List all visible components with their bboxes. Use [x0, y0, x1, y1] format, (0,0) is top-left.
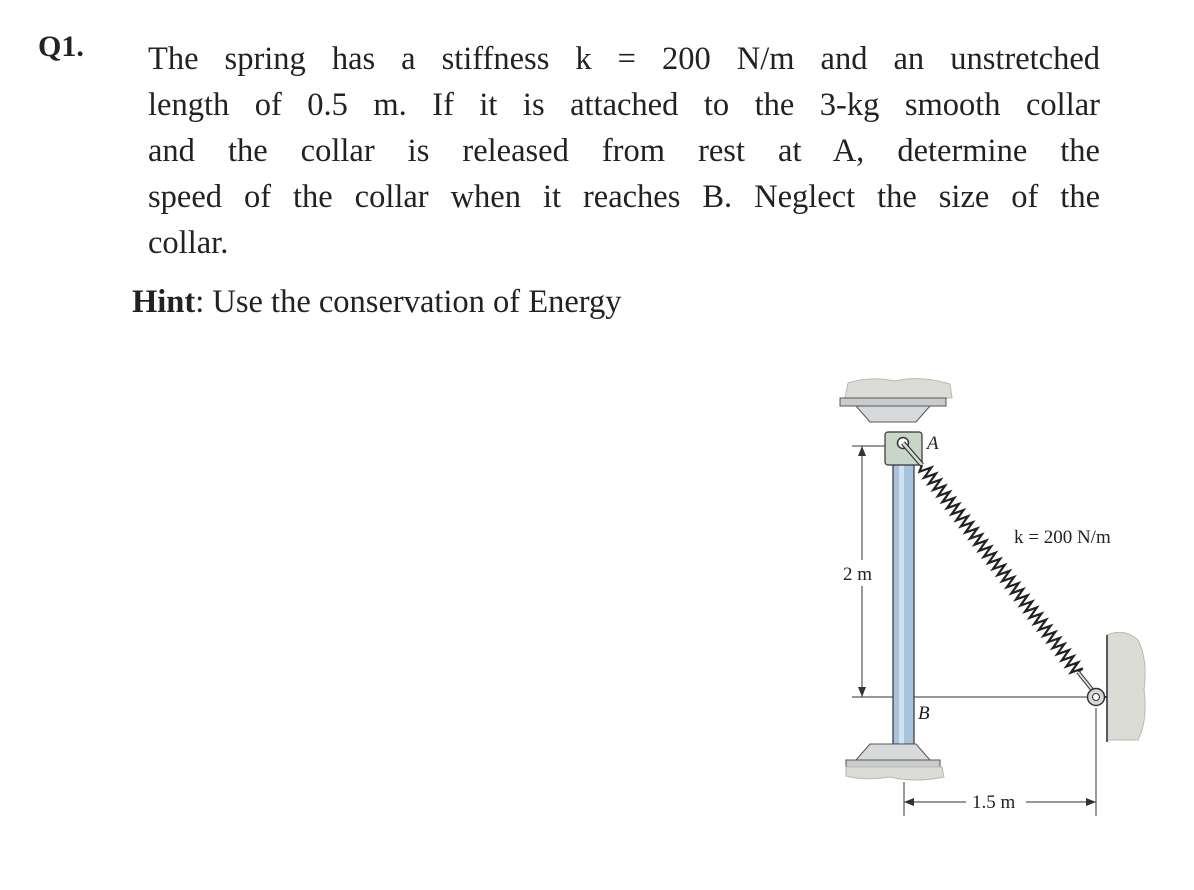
- width-dimension-label: 1.5 m: [972, 792, 1016, 813]
- bottom-mount-block: [856, 744, 930, 760]
- problem-line-4: speed of the collar when it reaches B. Neglect the size of the: [148, 179, 1100, 215]
- problem-line-2: length of 0.5 m. If it is attached to the 3-kg smooth collar: [148, 87, 1100, 123]
- spring: [920, 465, 1083, 673]
- bottom-mount-plate: [846, 760, 940, 767]
- hint-text: : Use the conservation of Energy: [195, 284, 622, 320]
- top-mount-plate: [840, 398, 946, 406]
- point-b-label: B: [918, 703, 930, 724]
- height-dimension-label: 2 m: [843, 564, 873, 585]
- wall-concrete: [1107, 632, 1145, 740]
- spring-constant-label: k = 200 N/m: [1014, 527, 1111, 548]
- point-a-label: A: [927, 433, 939, 454]
- problem-line-5: collar.: [148, 225, 229, 261]
- problem-line-1: The spring has a stiffness k = 200 N/m and an unstretched: [148, 41, 1100, 77]
- floor-concrete: [846, 767, 944, 780]
- hint-label: Hint: [132, 284, 196, 320]
- question-number: Q1.: [38, 30, 84, 63]
- top-mount-block: [856, 406, 930, 422]
- problem-line-3: and the collar is released from rest at A, determine the: [148, 133, 1100, 169]
- ceiling-concrete: [845, 379, 952, 398]
